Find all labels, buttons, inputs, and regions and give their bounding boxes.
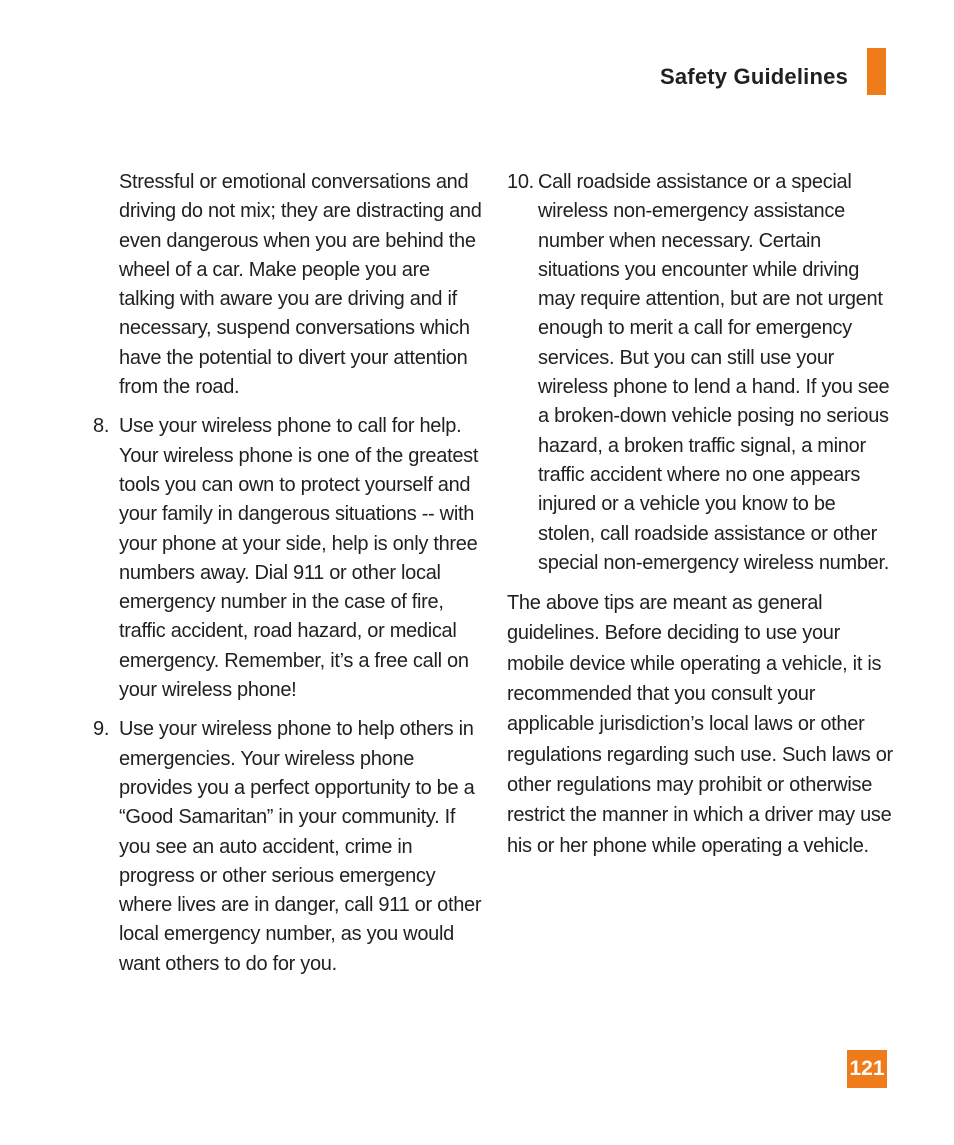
list-item (93, 715, 483, 979)
intro-paragraph: Stressful or emotional conversations and driving do not mix; they are distracting and even dangerous when you are behind the wheel of a car. Make people you are talking with aware you are driving and if necessary, suspend conversations which have the potential to divert your attention from the road. (119, 171, 482, 399)
section-title: Safety Guidelines (659, 64, 848, 89)
list-item-number: 9. (93, 718, 110, 741)
left-column (93, 168, 483, 989)
list-item-number: 10. (507, 171, 534, 193)
list-item-number: 8. (93, 415, 110, 438)
page-number-badge: 121 (847, 1050, 887, 1088)
list-item-text: Use your wireless phone to help others in emergencies. Your wireless phone provides you a perfect opportunity to be a “Good Samaritan” in your community. If you see an auto accident, crime in progress or other serious emergency where lives are in danger, call 911 or other local emergency number, as you would want others to do for you. (119, 718, 482, 975)
closing-paragraph: The above tips are meant as general guidelines. Before deciding to use your mobile device while operating a vehicle, it is recommended that you consult your applicable jurisdiction’s local laws or other regulations regarding such use. Such laws or other regulations may prohibit or otherwise restrict the manner in which a driver may use his or her phone while operating a vehicle. (507, 592, 893, 857)
list-item-text: Call roadside assistance or a special wireless non-emergency assistance number when necessary. Certain situations you encounter while driving may require attention, but are not urgent enough to merit a call for emergency services. But you can still use your wireless phone to lend a hand. If you see a broken-down vehicle posing no serious hazard, a broken traffic signal, a minor traffic accident where no one appears injured or a vehicle you know to be stolen, call roadside assistance or other special non-emergency wireless number. (538, 171, 890, 574)
list-item (507, 168, 897, 578)
section-accent-bar (867, 48, 886, 95)
list-item-text: Use your wireless phone to call for help. Your wireless phone is one of the greatest tools you can own to protect yourself and your family in dangerous situations -- with your phone at your side, help is only three numbers away. Dial 911 or other local emergency number in the case of fire, traffic accident, road hazard, or medical emergency. Remember, it’s a free call on your wireless phone! (119, 415, 479, 702)
right-column (507, 168, 897, 861)
list-item (93, 412, 483, 705)
